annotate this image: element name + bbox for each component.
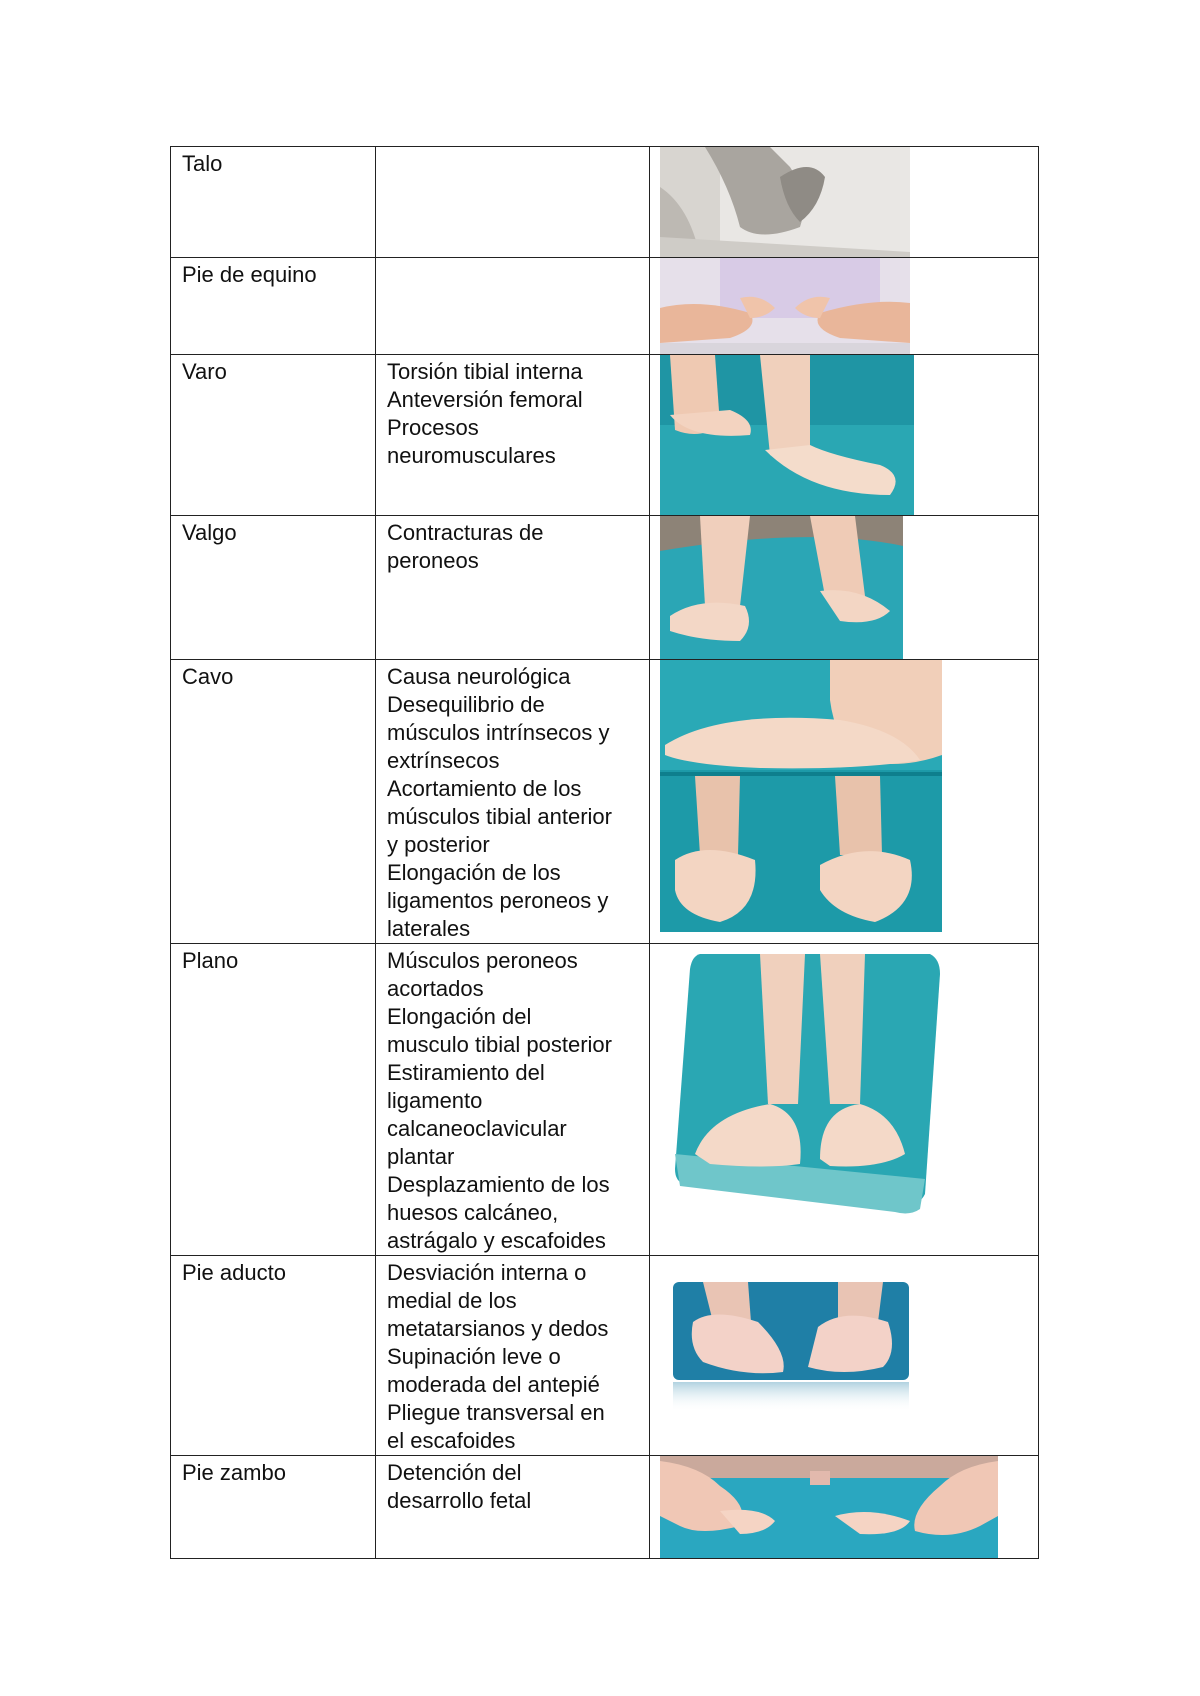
cause-line: plantar [387,1144,455,1169]
table-row [171,1456,1039,1559]
cause-line: laterales [387,916,471,941]
adductus-foot-photo [673,1282,909,1412]
deformity-name-cell [171,660,376,944]
deformity-name: Pie aducto [182,1260,286,1285]
cause-line: Músculos peroneos [387,948,578,973]
table-row [171,258,1039,355]
clubfoot-photo [660,1456,998,1558]
causes-cell [376,660,650,944]
deformity-name-cell [171,1456,376,1559]
causes-cell [376,944,650,1256]
deformity-name: Cavo [182,664,234,689]
cause-line: Procesos [387,415,479,440]
cause-line: músculos tibial anterior [387,804,612,829]
cause-line: peroneos [387,548,479,573]
cause-line: músculos intrínsecos y [387,720,610,745]
cause-line: Estiramiento del [387,1060,545,1085]
causes-cell [376,355,650,516]
cause-line: medial de los [387,1288,517,1313]
table-row [171,355,1039,516]
cause-line: Detención del [387,1460,522,1485]
causes-cell [376,516,650,660]
cause-line: metatarsianos y dedos [387,1316,609,1341]
table-row [171,944,1039,1256]
calcaneus-foot-photo [660,147,910,257]
deformity-name: Plano [182,948,239,973]
photo-cell [650,1256,1039,1456]
table-row [171,516,1039,660]
deformity-name-cell [171,355,376,516]
cause-line: Torsión tibial interna [387,359,583,384]
table-row [171,147,1039,258]
cause-line: moderada del antepié [387,1372,600,1397]
deformity-name-cell [171,147,376,258]
cause-line: neuromusculares [387,443,556,468]
cause-line: Causa neurológica [387,664,571,689]
photo-cell [650,516,1039,660]
cause-line: ligamento [387,1088,483,1113]
deformity-name-cell [171,258,376,355]
flat-foot-photo [670,954,940,1224]
cause-line: calcaneoclavicular [387,1116,567,1141]
deformity-name: Pie de equino [182,262,317,287]
cause-line: Contracturas de [387,520,544,545]
deformity-name-cell [171,1256,376,1456]
photo-cell [650,258,1039,355]
causes-cell [376,1456,650,1559]
cause-line: Supinación leve o [387,1344,561,1369]
cause-line: astrágalo y escafoides [387,1228,606,1253]
photo-cell [650,944,1039,1256]
cause-line: Desviación interna o [387,1260,587,1285]
deformity-name-cell [171,944,376,1256]
photo-cell [650,660,1039,944]
cause-line: el escafoides [387,1428,516,1453]
cause-line: Elongación del [387,1004,532,1029]
cause-line: Elongación de los [387,860,561,885]
cause-line: Desequilibrio de [387,692,545,717]
cause-line: ligamentos peroneos y [387,888,609,913]
photo-cell [650,1456,1039,1559]
deformity-name: Valgo [182,520,237,545]
deformity-name: Pie zambo [182,1460,286,1485]
deformity-name: Varo [182,359,227,384]
cause-line: Anteversión femoral [387,387,583,412]
cause-line: musculo tibial posterior [387,1032,612,1057]
cause-line: extrínsecos [387,748,500,773]
varus-foot-photo [660,355,914,515]
photo-cell [650,147,1039,258]
document-page [170,146,1038,1559]
cause-line: Pliegue transversal en [387,1400,605,1425]
causes-cell [376,258,650,355]
foot-deformity-table [170,146,1039,1559]
table-row [171,1256,1039,1456]
cause-line: acortados [387,976,484,1001]
deformity-name: Talo [182,151,223,176]
cause-line: y posterior [387,832,490,857]
causes-cell [376,147,650,258]
photo-cell [650,355,1039,516]
cavus-foot-photo [660,660,942,932]
table-row [171,660,1039,944]
equinus-foot-photo [660,258,910,354]
cause-line: Acortamiento de los [387,776,582,801]
cause-line: Desplazamiento de los [387,1172,610,1197]
cause-line: huesos calcáneo, [387,1200,559,1225]
valgus-foot-photo [660,516,903,659]
causes-cell [376,1256,650,1456]
deformity-name-cell [171,516,376,660]
cause-line: desarrollo fetal [387,1488,532,1513]
